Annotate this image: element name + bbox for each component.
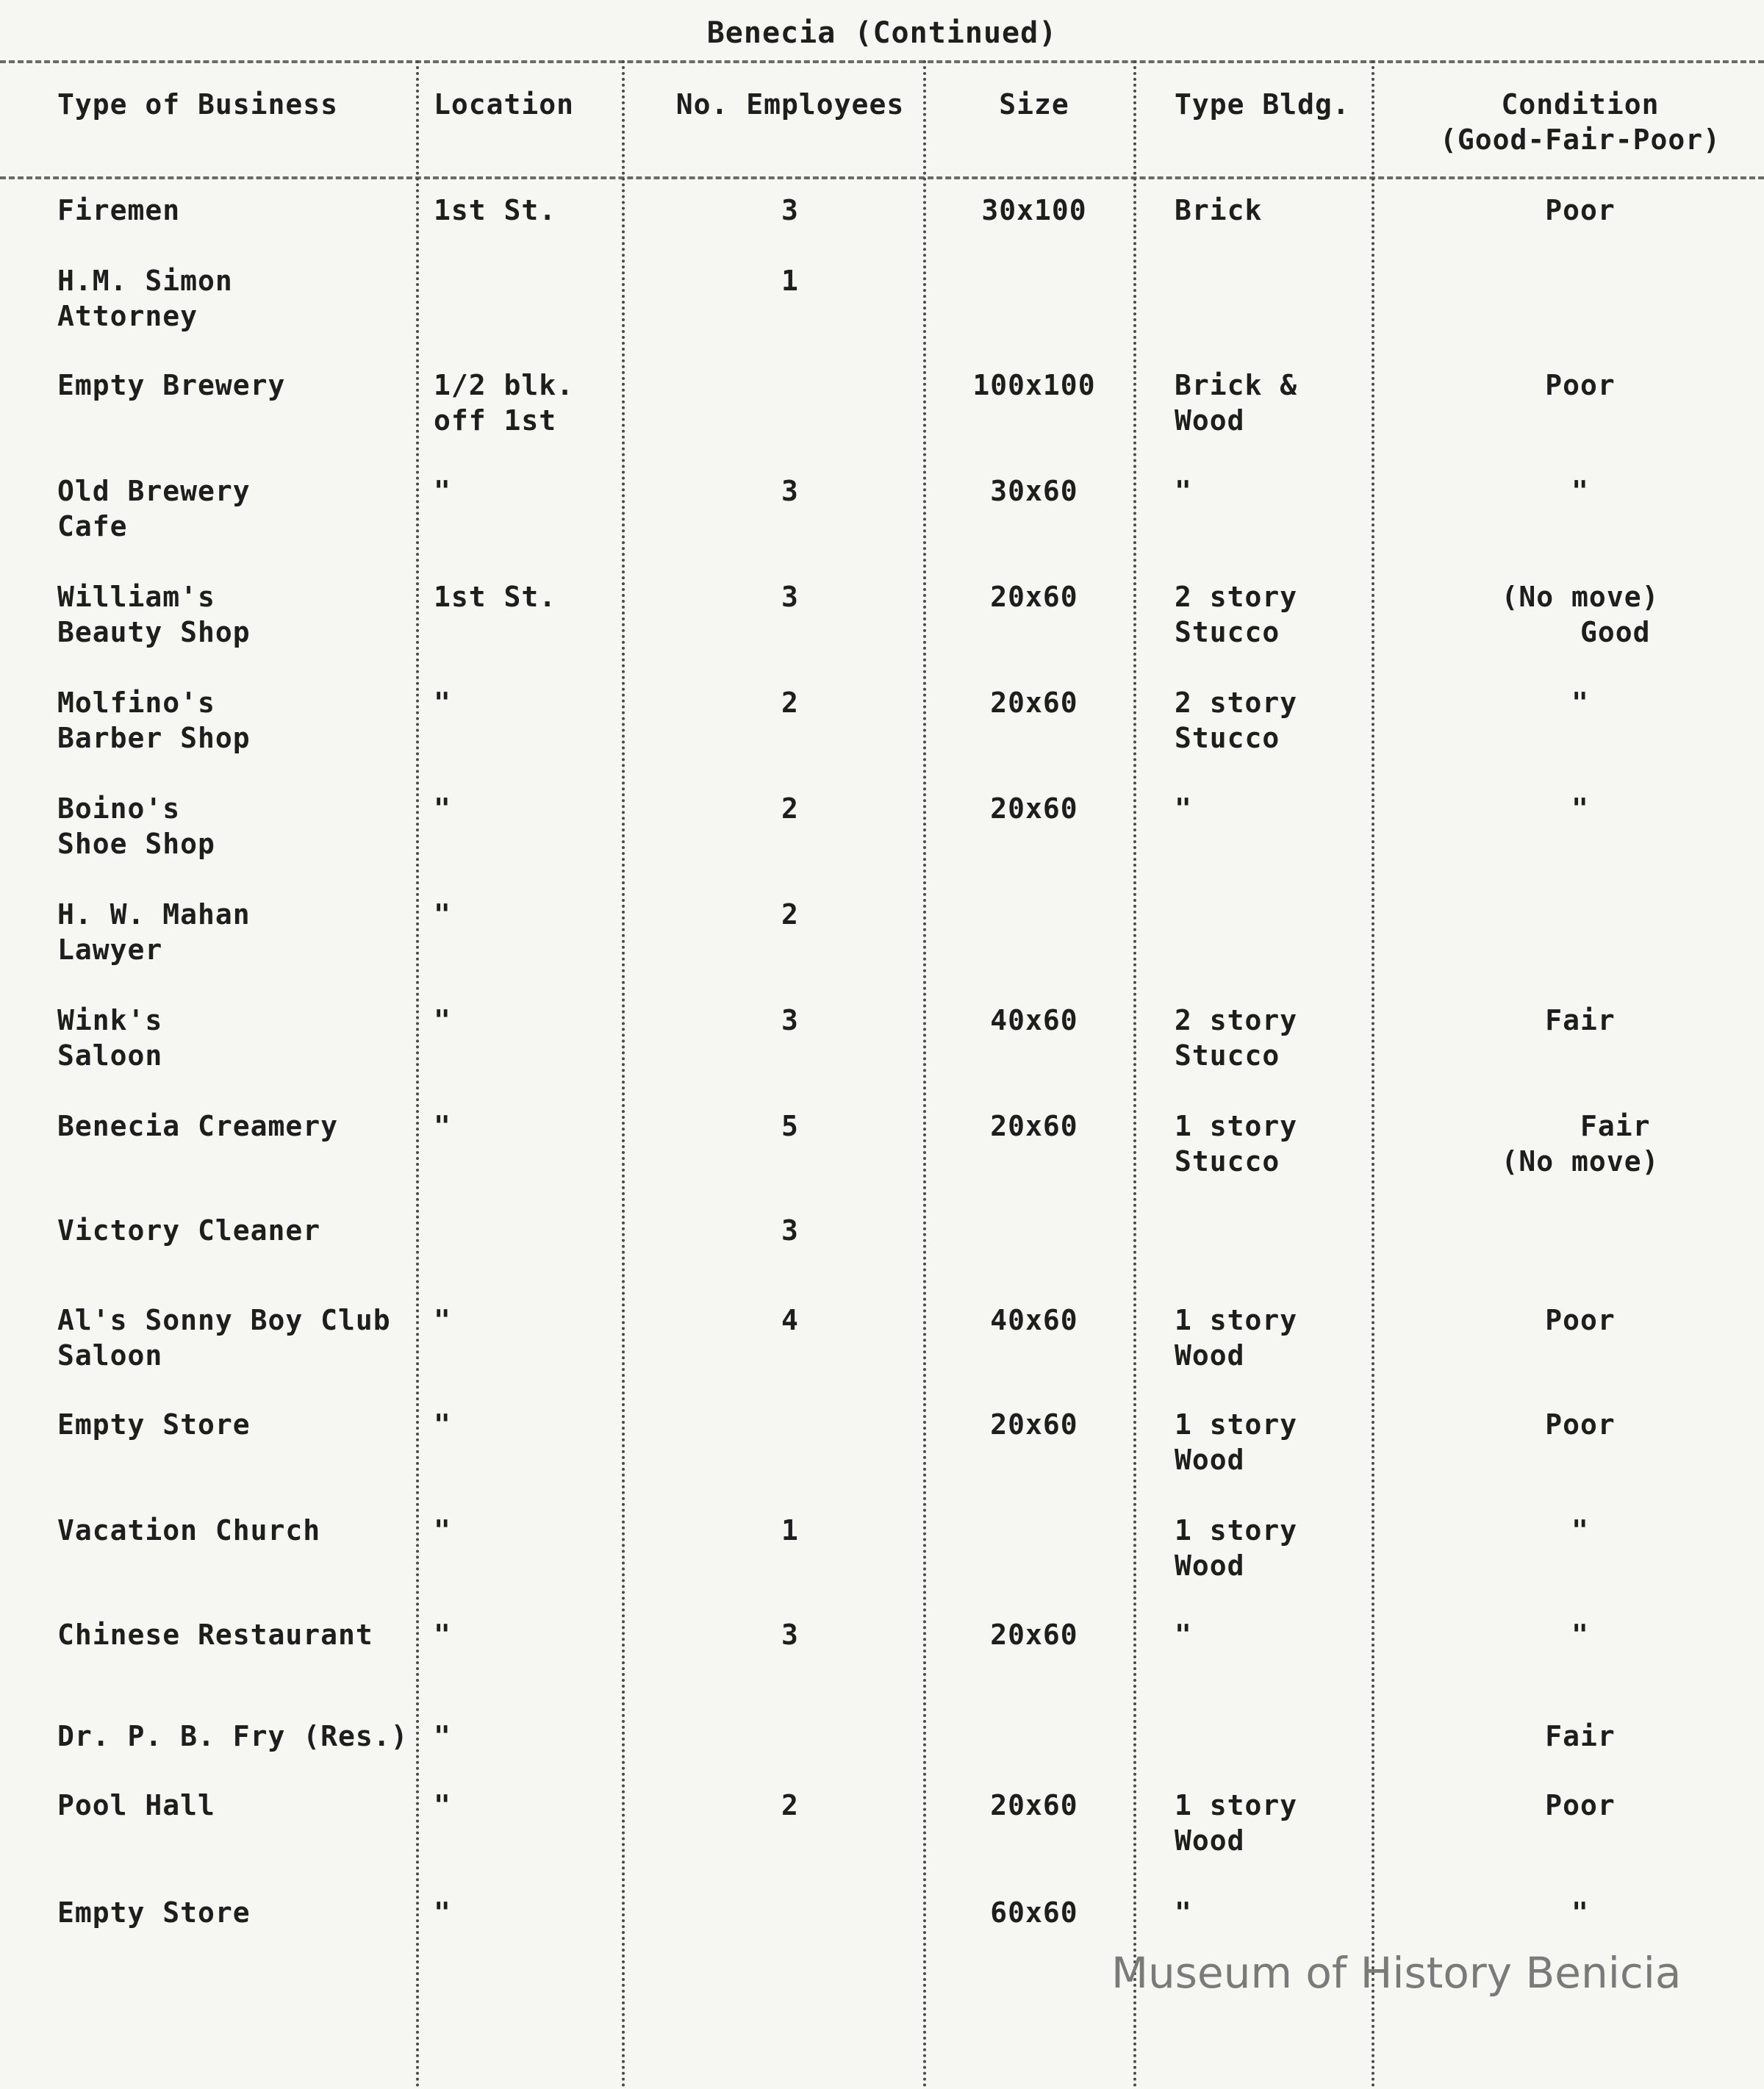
cell-size: 20x60 [990,581,1078,613]
cell-size: 20x60 [990,1619,1078,1651]
cell-condition: Poor [1545,1789,1616,1821]
cell-location: " [434,1789,451,1821]
column-divider [1133,60,1136,2089]
cell-employees: 4 [781,1304,799,1336]
cell-business: Boino's Shoe Shop [57,792,215,860]
cell-employees: 1 [781,1514,799,1547]
cell-building-type: 2 story Stucco [1175,1004,1298,1072]
cell-size: 40x60 [990,1004,1078,1036]
cell-building-type: 1 story Wood [1175,1408,1298,1476]
cell-business: Benecia Creamery [57,1110,339,1142]
cell-business: Victory Cleaner [57,1214,321,1247]
cell-business: Chinese Restaurant [57,1619,373,1651]
cell-location: 1st St. [434,194,557,226]
cell-business: Empty Store [57,1896,251,1929]
watermark: Museum of History Benicia [1111,1948,1682,1998]
cell-condition: Poor [1545,1408,1616,1441]
header-size: Size [999,88,1069,121]
cell-size: 100x100 [972,369,1096,401]
cell-business: William's Beauty Shop [57,581,251,648]
cell-location: 1/2 blk. off 1st [434,369,575,437]
cell-employees: 5 [781,1110,799,1142]
cell-condition: Poor [1545,369,1616,401]
cell-location: 1st St. [434,581,557,613]
cell-location: " [434,898,451,931]
header-condition: Condition (Good-Fair-Poor) [1439,88,1721,156]
cell-location: " [434,792,451,825]
header-type-of-business: Type of Business [57,88,339,121]
cell-size: 30x100 [981,194,1087,226]
cell-condition: (No move) Good [1501,581,1660,648]
cell-condition: Fair (No move) [1501,1110,1660,1178]
cell-size: 60x60 [990,1896,1078,1929]
cell-business: Firemen [57,194,181,226]
cell-condition: Fair [1545,1004,1616,1036]
column-divider [1372,60,1374,2089]
cell-location: " [434,1304,451,1336]
cell-condition: " [1571,1514,1589,1547]
cell-building-type: 1 story Wood [1175,1514,1298,1582]
cell-location: " [434,1619,451,1651]
cell-location: " [434,1720,451,1752]
cell-location: " [434,1004,451,1036]
cell-business: Wink's Saloon [57,1004,163,1072]
cell-condition: " [1571,475,1589,507]
cell-business: Vacation Church [57,1514,321,1547]
table-top-rule [0,60,1764,63]
cell-business: Al's Sonny Boy Club Saloon [57,1304,391,1372]
header-location: Location [434,88,575,121]
cell-building-type: " [1175,475,1192,507]
cell-size: 20x60 [990,792,1078,825]
cell-size: 20x60 [990,1110,1078,1142]
page-title: Benecia (Continued) [706,16,1058,50]
cell-condition: " [1571,687,1589,719]
cell-employees: 3 [781,1619,799,1651]
cell-location: " [434,475,451,507]
cell-size: 20x60 [990,1789,1078,1821]
header-bottom-rule [0,176,1764,179]
cell-building-type: Brick [1175,194,1263,226]
column-divider [622,60,625,2089]
cell-condition: " [1571,1619,1589,1651]
cell-building-type: 2 story Stucco [1175,581,1298,648]
cell-condition: Fair [1545,1720,1616,1752]
cell-building-type: 2 story Stucco [1175,687,1298,754]
cell-building-type: " [1175,1619,1192,1651]
header-type-bldg: Type Bldg. [1175,88,1350,121]
column-divider [923,60,926,2089]
cell-business: Empty Store [57,1408,251,1441]
cell-business: H.M. Simon Attorney [57,265,233,332]
cell-condition: " [1571,1896,1589,1929]
header-no-employees: No. Employees [675,88,905,121]
cell-building-type: " [1175,1896,1192,1929]
cell-condition: Poor [1545,1304,1616,1336]
cell-location: " [434,1514,451,1547]
cell-employees: 3 [781,581,799,613]
cell-building-type: 1 story Wood [1175,1304,1298,1372]
cell-condition: " [1571,792,1589,825]
cell-business: H. W. Mahan Lawyer [57,898,251,966]
cell-location: " [434,687,451,719]
cell-location: " [434,1110,451,1142]
cell-employees: 2 [781,1789,799,1821]
cell-employees: 2 [781,792,799,825]
cell-business: Empty Brewery [57,369,286,401]
cell-business: Pool Hall [57,1789,215,1821]
cell-building-type: " [1175,792,1192,825]
cell-location: " [434,1896,451,1929]
cell-employees: 3 [781,194,799,226]
cell-business: Dr. P. B. Fry (Res.) [57,1720,409,1752]
cell-location: " [434,1408,451,1441]
cell-business: Molfino's Barber Shop [57,687,251,754]
cell-building-type: 1 story Wood [1175,1789,1298,1857]
cell-business: Old Brewery Cafe [57,475,251,542]
cell-size: 20x60 [990,687,1078,719]
cell-size: 30x60 [990,475,1078,507]
cell-size: 20x60 [990,1408,1078,1441]
cell-size: 40x60 [990,1304,1078,1336]
cell-employees: 1 [781,265,799,297]
cell-employees: 2 [781,898,799,931]
cell-employees: 3 [781,1004,799,1036]
cell-employees: 3 [781,475,799,507]
cell-condition: Poor [1545,194,1616,226]
cell-employees: 3 [781,1214,799,1247]
cell-employees: 2 [781,687,799,719]
column-divider [416,60,419,2089]
cell-building-type: 1 story Stucco [1175,1110,1298,1178]
cell-building-type: Brick & Wood [1175,369,1298,437]
